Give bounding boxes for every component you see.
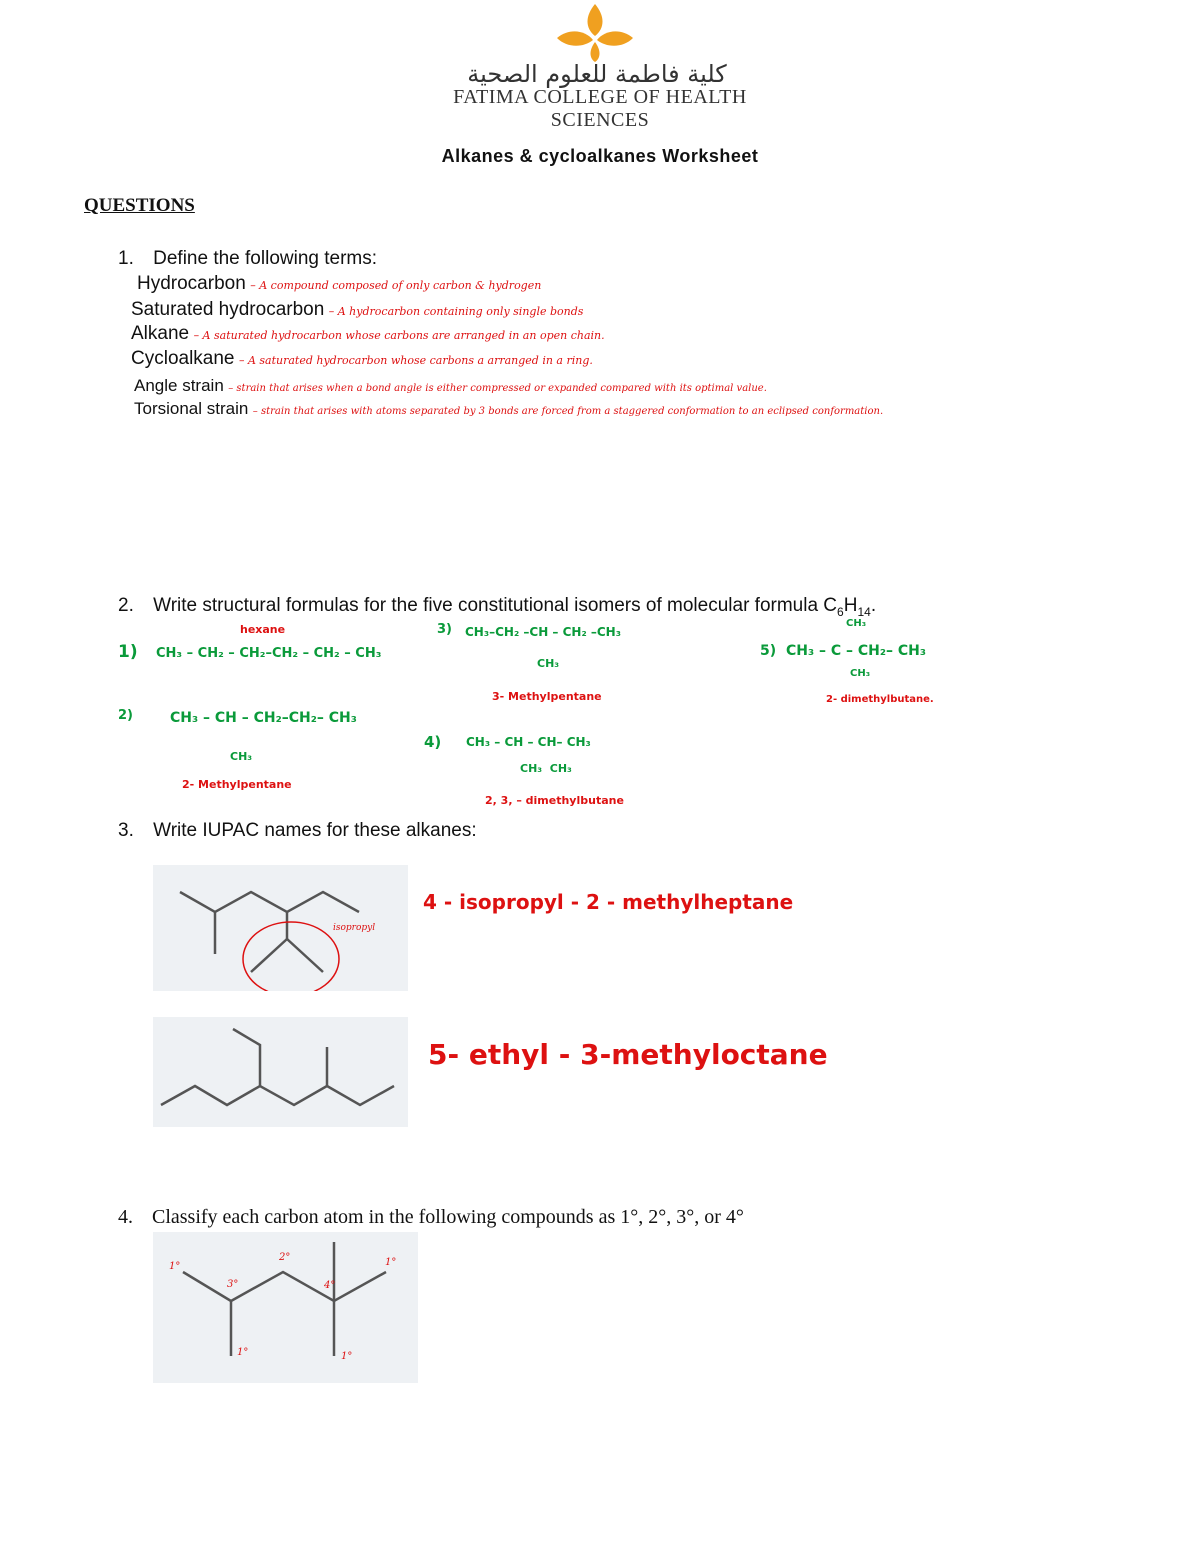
term-label: Angle strain: [134, 376, 224, 395]
isomer-formula: CH₃ – C – CH₂– CH₃: [786, 643, 927, 659]
term-answer: – strain that arises when a bond angle is either compressed or expanded compared with its optimal value.: [228, 383, 767, 394]
section-heading: QUESTIONS: [84, 195, 195, 216]
iupac-answer-2: 5- ethyl - 3-methyloctane: [428, 1038, 828, 1071]
term-label: Torsional strain: [134, 399, 249, 418]
term-row: [134, 376, 767, 396]
carbon-label: 1°: [341, 1351, 353, 1362]
isomer-branch: CH₃: [230, 750, 253, 763]
iupac-answer-1: 4 - isopropyl - 2 - methylheptane: [423, 890, 794, 914]
isopropyl-note: isopropyl: [333, 923, 376, 933]
formula-text: H: [843, 595, 858, 616]
term-label: Cycloalkane: [131, 348, 235, 369]
question-1-number: 1.: [118, 248, 134, 269]
isomer-name: 3- Methylpentane: [492, 690, 602, 703]
term-answer: – A hydrocarbon containing only single bonds: [328, 305, 584, 318]
college-logo: [555, 2, 635, 64]
isomer-name: 2- dimethylbutane.: [826, 694, 934, 705]
flower-logo-icon: [555, 2, 635, 64]
isomer-number: 1): [118, 642, 138, 662]
isomer-number: 2): [118, 708, 133, 723]
question-3-text: Write IUPAC names for these alkanes:: [153, 820, 477, 841]
structure-image-3: [153, 1232, 418, 1383]
question-3: [118, 820, 477, 842]
college-name-english: FATIMA COLLEGE OF HEALTH SCIENCES: [453, 86, 747, 131]
isomer-formula: CH₃ – CH – CH– CH₃: [466, 735, 591, 749]
term-answer: – A compound composed of only carbon & hydrogen: [250, 279, 542, 292]
isomer-formula: CH₃–CH₂ –CH – CH₂ –CH₃: [465, 625, 621, 639]
structure-image-2: [153, 1017, 408, 1127]
isomer-branch: CH₃: [850, 668, 871, 679]
isomer-name: 2, 3, – dimethylbutane: [485, 794, 624, 807]
carbon-label: 2°: [279, 1252, 291, 1263]
structure-image-1: [153, 865, 408, 991]
isomer-number: 4): [424, 733, 442, 751]
question-2-text: [153, 595, 877, 619]
isomer-branch-top: CH₃: [846, 618, 867, 629]
term-row: [131, 299, 583, 321]
isomer-formula: CH₃ – CH – CH₂–CH₂– CH₃: [170, 710, 357, 726]
formula-text: Write structural formulas for the five constitutional isomers of molecular formula C: [153, 595, 838, 616]
term-row: [131, 348, 593, 370]
carbon-label: 1°: [237, 1347, 249, 1358]
question-4-number: 4.: [118, 1206, 133, 1228]
term-row: [134, 399, 883, 419]
formula-sub: 6: [837, 604, 844, 619]
question-2-number: 2.: [118, 595, 134, 616]
isomer-branch: CH₃ CH₃: [520, 762, 572, 775]
skeletal-structure-2: [153, 1017, 408, 1127]
question-1: [118, 248, 377, 270]
carbon-label: 4°: [324, 1280, 336, 1291]
formula-text: .: [870, 595, 877, 616]
worksheet-title: Alkanes & cycloalkanes Worksheet: [441, 146, 759, 166]
term-label: Saturated hydrocarbon: [131, 299, 325, 320]
isomer-formula: CH₃ – CH₂ – CH₂–CH₂ – CH₂ – CH₃: [156, 646, 382, 661]
isomer-name: 2- Methylpentane: [182, 778, 292, 791]
carbon-label: 1°: [169, 1261, 181, 1272]
formula-sub: 14: [857, 604, 871, 619]
question-4: [118, 1206, 744, 1229]
isomer-branch: CH₃: [537, 657, 560, 670]
question-2: [118, 595, 876, 619]
term-answer: – A saturated hydrocarbon whose carbons a arranged in a ring.: [238, 354, 593, 367]
term-label: Alkane: [131, 323, 190, 344]
term-row: [137, 273, 541, 295]
isomer-name: hexane: [240, 623, 286, 636]
term-answer: – strain that arises with atoms separated by 3 bonds are forced from a staggered conformation to an eclipsed conformation.: [252, 406, 884, 417]
isomer-number: 5): [760, 643, 777, 659]
carbon-label: 1°: [385, 1257, 397, 1268]
college-name-arabic: كلية فاطمة للعلوم الصحية: [467, 60, 727, 88]
term-label: Hydrocarbon: [137, 273, 246, 294]
question-3-number: 3.: [118, 820, 134, 841]
question-4-text: Classify each carbon atom in the following compounds as 1°, 2°, 3°, or 4°: [152, 1206, 744, 1228]
term-row: [131, 323, 605, 345]
isomer-number: 3): [437, 622, 452, 637]
question-1-text: Define the following terms:: [153, 248, 378, 269]
term-answer: – A saturated hydrocarbon whose carbons are arranged in an open chain.: [193, 329, 605, 342]
carbon-label: 3°: [227, 1279, 239, 1290]
